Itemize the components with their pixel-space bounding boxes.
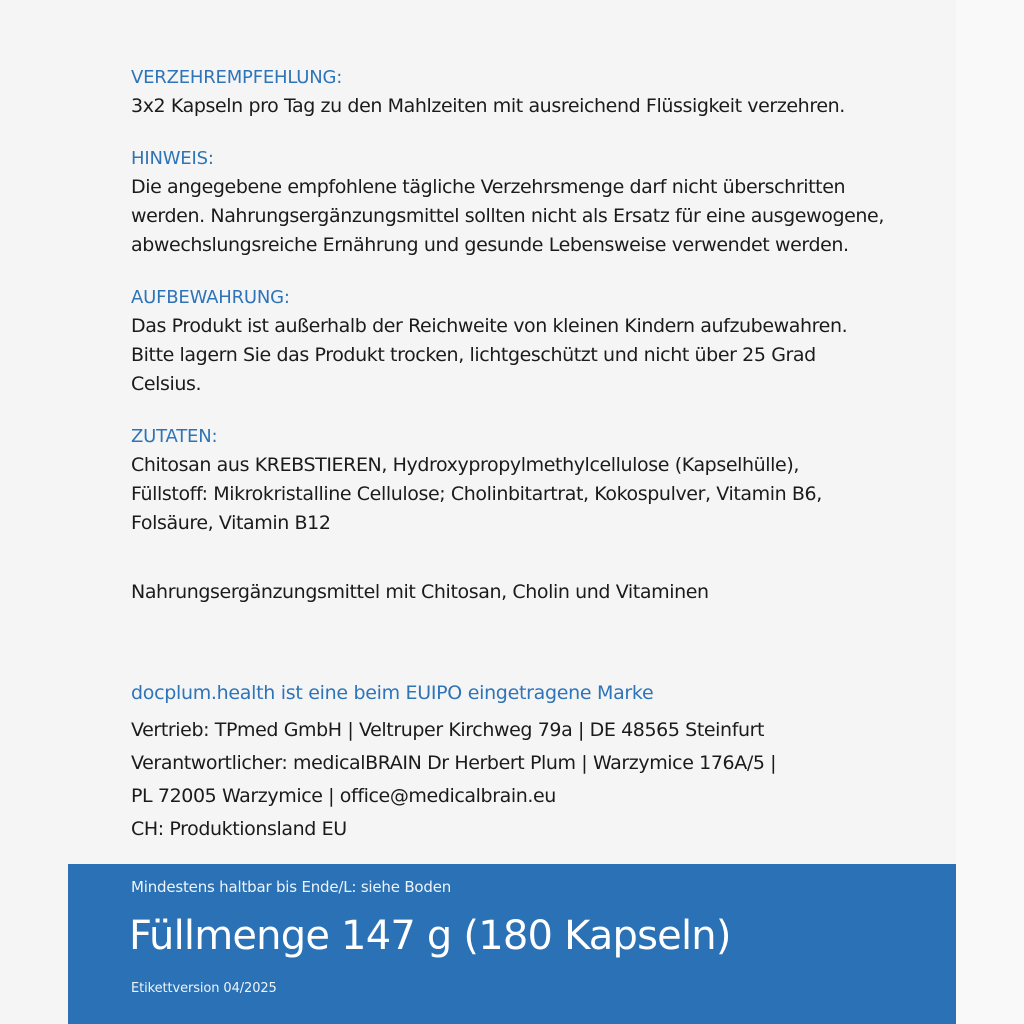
section-ingredients <box>131 423 951 538</box>
best-before-text: Mindestens haltbar bis Ende/L: siehe Boden <box>131 878 452 896</box>
section-text-line: Chitosan aus KREBSTIEREN, Hydroxypropylmethylcellulose (Kapselhülle), <box>131 454 799 476</box>
imprint-line: Verantwortlicher: medicalBRAIN Dr Herbert Plum | Warzymice 176A/5 | <box>131 752 777 774</box>
section-text-line: Folsäure, Vitamin B12 <box>131 512 331 534</box>
imprint-block <box>131 714 776 846</box>
section-heading: VERZEHREMPFEHLUNG: <box>131 67 343 88</box>
section-text-line: werden. Nahrungsergänzungsmittel sollten nicht als Ersatz für eine ausgewogene, <box>131 205 884 227</box>
section-notice <box>131 145 951 260</box>
section-heading: HINWEIS: <box>131 148 214 169</box>
imprint-line: Vertrieb: TPmed GmbH | Veltruper Kirchweg 79a | DE 48565 Steinfurt <box>131 719 765 741</box>
section-text-line: Füllstoff: Mikrokristalline Cellulose; Cholinbitartrat, Kokospulver, Vitamin B6, <box>131 483 822 505</box>
imprint-line: CH: Produktionsland EU <box>131 818 347 840</box>
label-content <box>131 64 951 607</box>
section-heading: ZUTATEN: <box>131 426 218 447</box>
section-text-line: Das Produkt ist außerhalb der Reichweite von kleinen Kindern aufzubewahren. <box>131 315 848 337</box>
section-text-line: Celsius. <box>131 373 202 395</box>
imprint-line: PL 72005 Warzymice | office@medicalbrain.eu <box>131 785 556 807</box>
section-text-line: abwechslungsreiche Ernährung und gesunde Lebensweise verwendet werden. <box>131 234 849 256</box>
section-text-line: Die angegebene empfohlene tägliche Verzehrsmenge darf nicht überschritten <box>131 176 846 198</box>
section-storage <box>131 284 951 399</box>
section-heading: AUFBEWAHRUNG: <box>131 287 290 308</box>
brand-notice: docplum.health ist eine beim EUIPO eingetragene Marke <box>131 682 654 704</box>
section-text-line: 3x2 Kapseln pro Tag zu den Mahlzeiten mit ausreichend Flüssigkeit verzehren. <box>131 95 845 117</box>
section-text-line: Bitte lagern Sie das Produkt trocken, lichtgeschützt und nicht über 25 Grad <box>131 344 816 366</box>
right-edge-strip <box>956 0 1024 1024</box>
fill-amount-text: Füllmenge 147 g (180 Kapseln) <box>129 913 731 959</box>
section-consumption-recommendation <box>131 64 951 121</box>
product-tagline: Nahrungsergänzungsmittel mit Chitosan, Cholin und Vitaminen <box>131 581 709 603</box>
footer-banner <box>68 864 956 1024</box>
label-version-text: Etikettversion 04/2025 <box>131 981 277 996</box>
